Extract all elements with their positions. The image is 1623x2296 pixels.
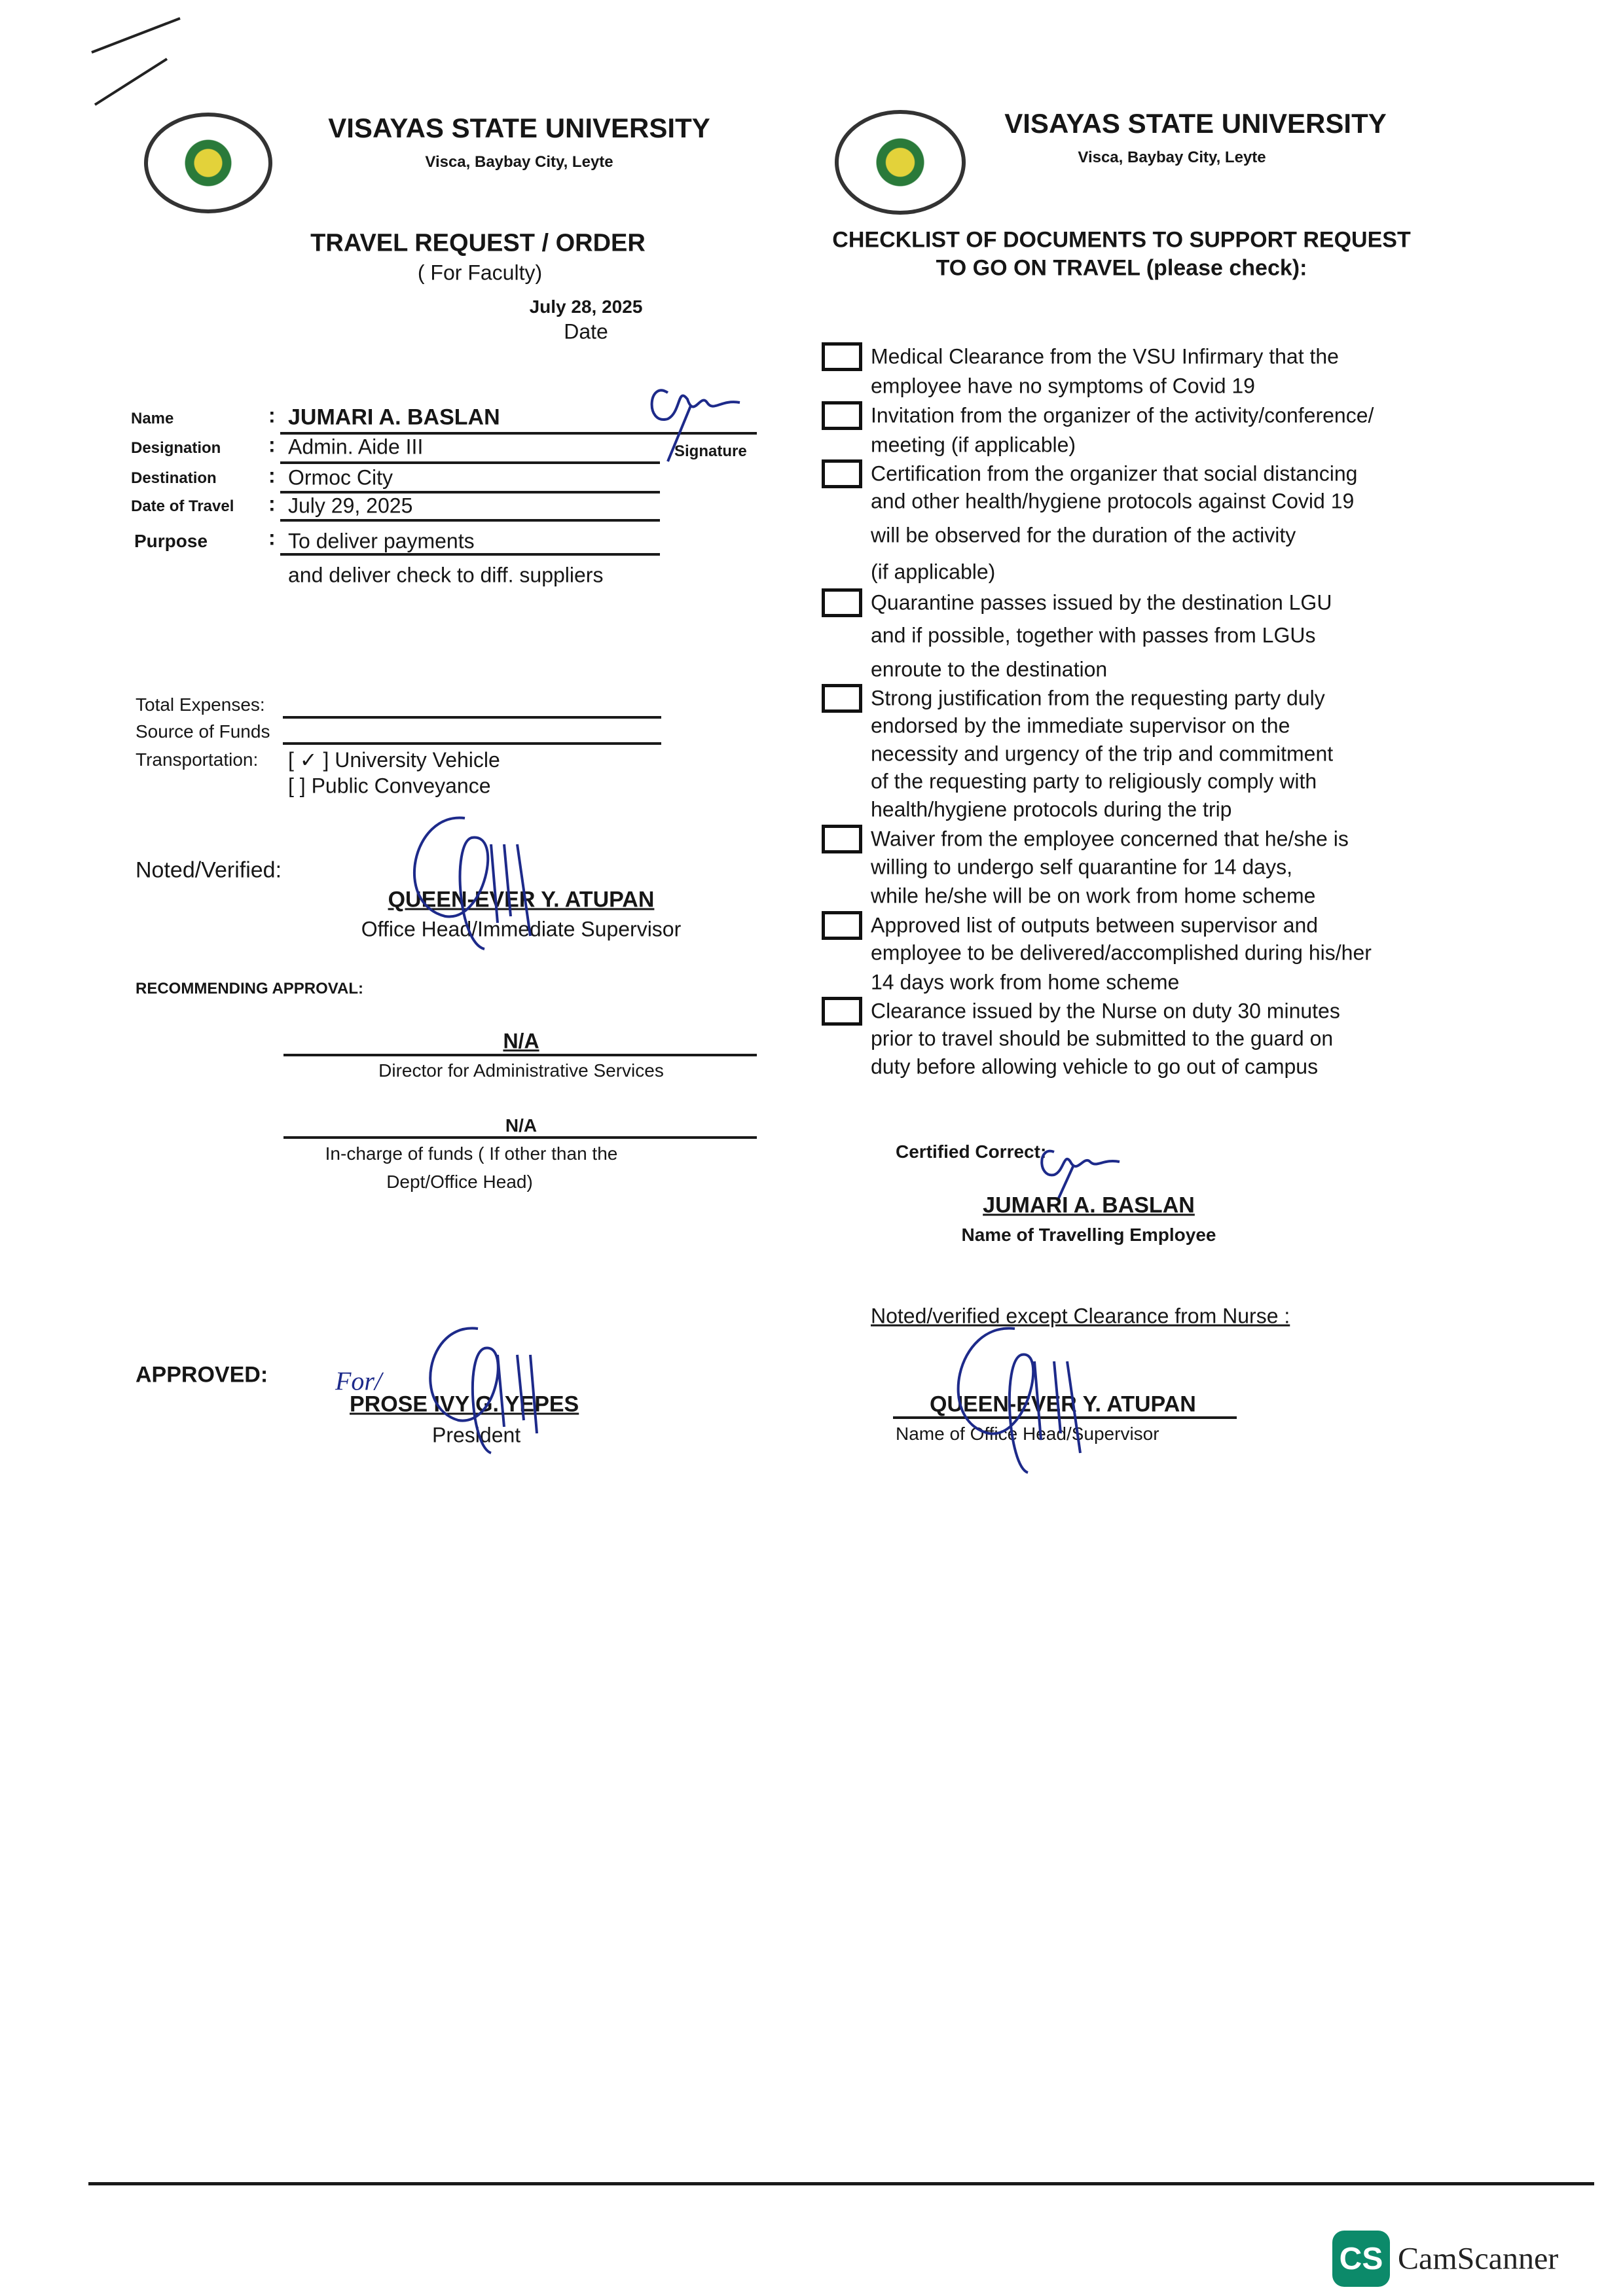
designation-label: Designation: [131, 439, 221, 457]
supervisor-signature: [373, 805, 570, 962]
name-label: Name: [131, 410, 174, 427]
purpose-value: To deliver payments: [288, 529, 475, 553]
checklist-item-text: will be observed for the duration of the activity: [871, 523, 1296, 547]
employee-name: JUMARI A. BASLAN: [983, 1193, 1195, 1218]
checklist-checkbox[interactable]: [822, 588, 862, 617]
date-of-travel-label: Date of Travel: [131, 497, 234, 515]
page-bottom-edge: [88, 2182, 1594, 2185]
approved-title: President: [432, 1423, 521, 1447]
checklist-title-2: TO GO ON TRAVEL (please check):: [936, 255, 1307, 281]
approved-annotation: For/: [335, 1366, 382, 1396]
noted-label: Noted/Verified:: [136, 857, 282, 883]
purpose-value-continued: and deliver check to diff. suppliers: [288, 563, 604, 587]
checklist-item-text: employee have no symptoms of Covid 19: [871, 374, 1255, 398]
approved-name: PROSE IVY G. YEPES: [350, 1391, 579, 1417]
noted-name: QUEEN-EVER Y. ATUPAN: [388, 887, 655, 912]
university-seal-right: [835, 110, 966, 215]
checklist-item-text: Approved list of outputs between supervisor and: [871, 913, 1319, 937]
checklist-item-text: willing to undergo self quarantine for 14 days,: [871, 855, 1292, 879]
checklist-item-text: employee to be delivered/accomplished during his/her: [871, 941, 1372, 965]
destination-label: Destination: [131, 469, 217, 487]
incharge-value: N/A: [505, 1115, 538, 1136]
checklist-item-text: endorsed by the immediate supervisor on the: [871, 713, 1290, 738]
checklist-item-text: Strong justification from the requesting party duly: [871, 686, 1325, 710]
university-name: VISAYAS STATE UNIVERSITY: [328, 113, 710, 143]
pen-mark: [85, 13, 190, 118]
checklist-checkbox[interactable]: [822, 401, 862, 430]
checklist-checkbox[interactable]: [822, 342, 862, 371]
university-seal-left: [144, 113, 272, 213]
signature-label: Signature: [674, 442, 747, 460]
transportation-label: Transportation:: [136, 749, 259, 770]
noted-title: Office Head/Immediate Supervisor: [361, 917, 682, 941]
checklist-item-text: prior to travel should be submitted to the guard on: [871, 1026, 1334, 1050]
director-title: Director for Administrative Services: [378, 1060, 664, 1081]
camscanner-logo: CS: [1332, 2231, 1390, 2287]
purpose-label: Purpose: [134, 531, 208, 551]
supervisor-title: Name of Office Head/Supervisor: [896, 1424, 1159, 1444]
checklist-title-1: CHECKLIST OF DOCUMENTS TO SUPPORT REQUEST: [832, 227, 1411, 253]
date-value: July 28, 2025: [529, 296, 643, 317]
president-signature: [393, 1316, 563, 1466]
date-label: Date: [564, 319, 608, 344]
transport-university-vehicle[interactable]: [ ✓ ] University Vehicle: [288, 748, 500, 772]
source-funds-label: Source of Funds: [136, 721, 270, 742]
designation-value: Admin. Aide III: [288, 435, 424, 459]
checklist-item-text: Waiver from the employee concerned that he/she is: [871, 827, 1349, 851]
checklist-item-text: duty before allowing vehicle to go out of campus: [871, 1054, 1319, 1079]
checklist-item-text: and if possible, together with passes from LGUs: [871, 623, 1316, 647]
camscanner-name: CamScanner: [1398, 2241, 1559, 2276]
total-expenses-label: Total Expenses:: [136, 694, 265, 715]
incharge-title-2: Dept/Office Head): [386, 1172, 533, 1192]
university-address-right: Visca, Baybay City, Leyte: [1078, 149, 1266, 166]
form-title: TRAVEL REQUEST / ORDER: [310, 229, 646, 257]
checklist-item-text: health/hygiene protocols during the trip: [871, 797, 1232, 821]
director-value: N/A: [503, 1029, 539, 1053]
checklist-checkbox[interactable]: [822, 825, 862, 853]
noted-except-label: Noted/verified except Clearance from Nurse :: [871, 1304, 1290, 1328]
checklist-item-text: of the requesting party to religiously comply with: [871, 769, 1317, 793]
checklist-item-text: Clearance issued by the Nurse on duty 30 minutes: [871, 999, 1340, 1023]
checklist-item-text: meeting (if applicable): [871, 433, 1076, 457]
supervisor-signature-2: [917, 1322, 1113, 1486]
checklist-item-text: Quarantine passes issued by the destination LGU: [871, 590, 1332, 615]
university-name-right: VISAYAS STATE UNIVERSITY: [1004, 108, 1387, 139]
checklist-item-text: and other health/hygiene protocols against Covid 19: [871, 489, 1355, 513]
incharge-title-1: In-charge of funds ( If other than the: [325, 1143, 618, 1164]
checklist-item-text: necessity and urgency of the trip and commitment: [871, 742, 1334, 766]
employee-signature: [642, 373, 753, 465]
checklist-checkbox[interactable]: [822, 459, 862, 488]
supervisor-name: QUEEN-EVER Y. ATUPAN: [930, 1391, 1196, 1417]
checklist-item-text: enroute to the destination: [871, 657, 1108, 681]
recommending-label: RECOMMENDING APPROVAL:: [136, 980, 363, 997]
certified-label: Certified Correct:: [896, 1141, 1047, 1162]
checklist-item-text: 14 days work from home scheme: [871, 970, 1180, 994]
transport-public-conveyance[interactable]: [ ] Public Conveyance: [288, 774, 491, 798]
name-value: JUMARI A. BASLAN: [288, 404, 500, 430]
checklist-checkbox[interactable]: [822, 684, 862, 713]
checklist-item-text: Invitation from the organizer of the activity/conference/: [871, 403, 1374, 427]
checklist-item-text: Certification from the organizer that social distancing: [871, 461, 1358, 486]
approved-label: APPROVED:: [136, 1362, 268, 1388]
university-address: Visca, Baybay City, Leyte: [425, 153, 613, 171]
checklist-item-text: (if applicable): [871, 560, 996, 584]
employee-title: Name of Travelling Employee: [961, 1225, 1216, 1245]
form-subtitle: ( For Faculty): [417, 260, 543, 285]
destination-value: Ormoc City: [288, 465, 393, 490]
checklist-checkbox[interactable]: [822, 997, 862, 1026]
checklist-checkbox[interactable]: [822, 911, 862, 940]
date-of-travel-value: July 29, 2025: [288, 493, 413, 518]
checklist-item-text: Medical Clearance from the VSU Infirmary that the: [871, 344, 1339, 368]
checklist-item-text: while he/she will be on work from home scheme: [871, 884, 1316, 908]
